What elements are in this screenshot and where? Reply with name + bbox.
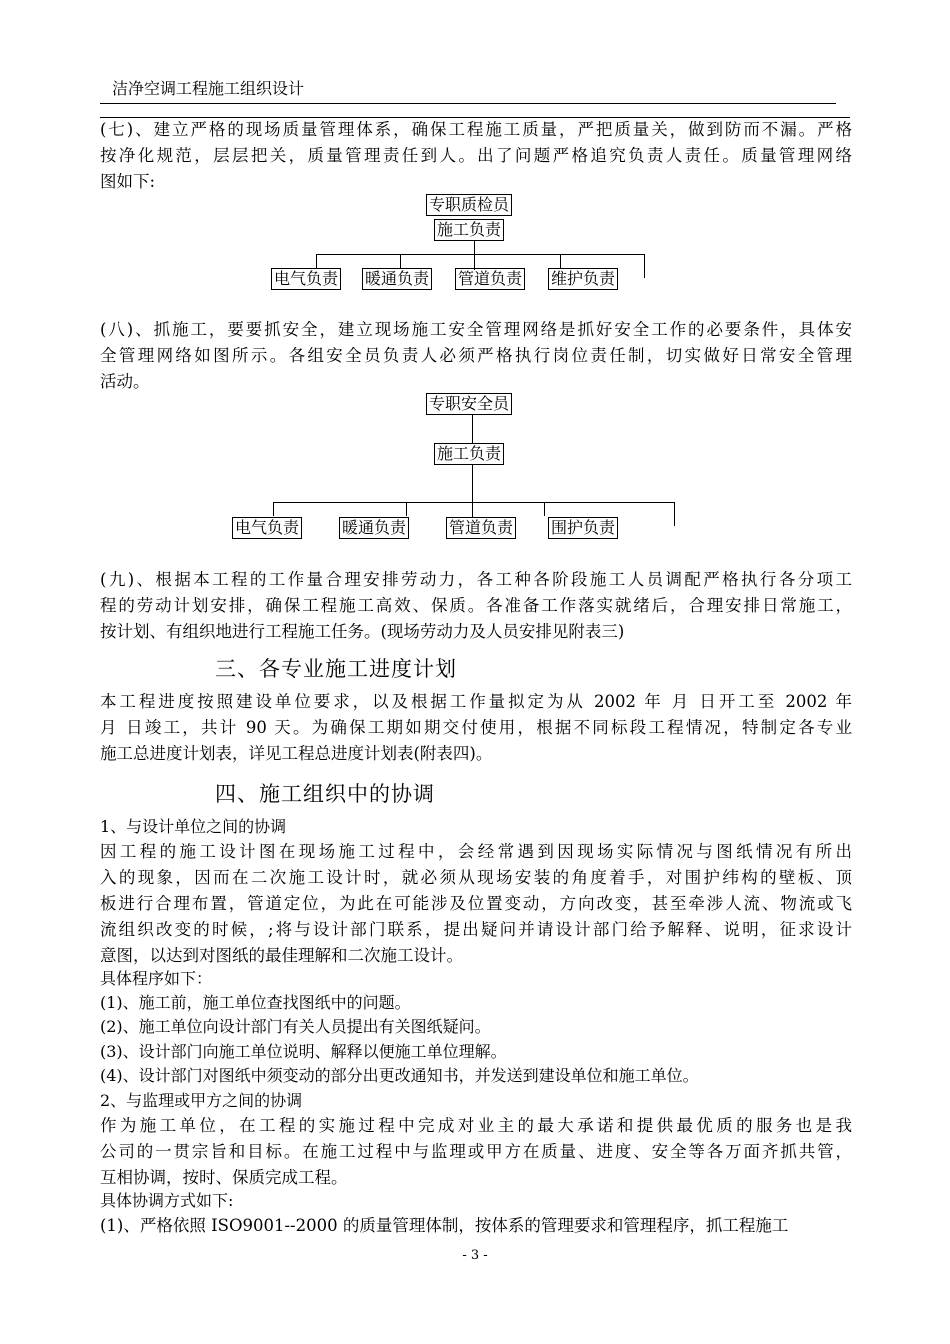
org-box-child: 暖通负责 (339, 517, 409, 539)
paragraph-line: 作为施工单位，在工程的实施过程中完成对业主的最大承诺和提供最优质的服务也是我 (100, 1116, 852, 1135)
org-box-mid: 施工负责 (434, 219, 504, 241)
subsection-title: 2、与监理或甲方之间的协调 (100, 1091, 303, 1110)
org-box-mid: 施工负责 (434, 443, 504, 465)
paragraph-line: 本工程进度按照建设单位要求，以及根据工作量拟定为从 2002 年 月 日开工至 2002 年 (100, 692, 852, 711)
coordination-title: 具体协调方式如下: (100, 1191, 234, 1210)
paragraph-line: (1)、严格依照 ISO9001--2000 的质量管理体制，按体系的管理要求和管理程序，抓工程施工 (100, 1216, 789, 1235)
section-heading: 三、各专业施工进度计划 (215, 657, 457, 681)
org-connector (474, 240, 475, 270)
paragraph-line: 施工总进度计划表，详见工程总进度计划表(附表四)。 (100, 744, 493, 763)
procedure-item: (1)、施工前，施工单位查找图纸中的问题。 (100, 993, 411, 1012)
page-number: - 3 - (462, 1248, 488, 1263)
procedure-item: (3)、设计部门向施工单位说明、解释以便施工单位理解。 (100, 1042, 507, 1061)
org-box-child: 电气负责 (232, 517, 302, 539)
paragraph-line: 板进行合理布置，管道定位，为此在可能涉及位置变动，方向改变，甚至牵涉人流、物流或飞 (100, 894, 852, 913)
paragraph-line: 公司的一贯宗旨和目标。在施工过程中与监理或甲方在质量、进度、安全等各万面齐抓共管， (100, 1142, 852, 1161)
header-rule-top (100, 103, 836, 104)
org-connector (406, 502, 407, 516)
procedure-title: 具体程序如下： (100, 969, 213, 988)
org-connector (472, 414, 473, 443)
org-connector (273, 502, 274, 516)
paragraph-line: 按净化规范，层层把关，质量管理责任到人。出了问题严格追究负责人责任。质量管理网络 (100, 146, 852, 165)
paragraph-line: (七)、建立严格的现场质量管理体系，确保工程施工质量，严把质量关，做到防而不漏。严格 (100, 120, 852, 139)
org-box-child: 维护负责 (548, 268, 618, 290)
org-connector (400, 254, 401, 268)
org-connector (273, 502, 675, 503)
org-connector (560, 254, 561, 268)
paragraph-line: 图如下: (100, 172, 156, 191)
paragraph-line: (八)、抓施工，要要抓安全，建立现场施工安全管理网络是抓好安全工作的必要条件，具体安 (100, 320, 852, 339)
org-connector (644, 254, 645, 278)
paragraph-line: 意图，以达到对图纸的最佳理解和二次施工设计。 (100, 946, 463, 965)
subsection-title: 1、与设计单位之间的协调 (100, 817, 287, 836)
paragraph-line: 按计划、有组织地进行工程施工任务。(现场劳动力及人员安排见附表三) (100, 622, 625, 641)
org-connector (544, 502, 545, 516)
paragraph-line: (九)、根据本工程的工作量合理安排劳动力，各工种各阶段施工人员调配严格执行各分项工 (100, 570, 852, 589)
org-box-child: 管道负责 (446, 517, 516, 539)
org-box-child: 围护负责 (548, 517, 618, 539)
paragraph-line: 月 日竣工，共计 90 天。为确保工期如期交付使用，根据不同标段工程情况，特制定各专业 (100, 718, 852, 737)
org-box-child: 管道负责 (455, 268, 525, 290)
paragraph-line: 活动。 (100, 372, 150, 391)
document-header-title: 洁净空调工程施工组织设计 (112, 79, 305, 98)
paragraph-line: 互相协调，按时、保质完成工程。 (100, 1168, 348, 1187)
procedure-item: (4)、设计部门对图纸中须变动的部分出更改通知书，并发送到建设单位和施工单位。 (100, 1066, 699, 1085)
org-connector (674, 502, 675, 526)
org-box-top: 专职安全员 (426, 393, 512, 415)
org-connector (316, 254, 645, 255)
org-box-child: 电气负责 (271, 268, 341, 290)
paragraph-line: 程的劳动计划安排，确保工程施工高效、保质。各准备工作落实就绪后，合理安排日常施工， (100, 596, 852, 615)
paragraph-line: 入的现象，因而在二次施工设计时，就必须从现场安装的角度着手，对围护纬构的壁板、顶 (100, 868, 852, 887)
paragraph-line: 全管理网络如图所示。各组安全员负责人必须严格执行岗位责任制，切实做好日常安全管理 (100, 346, 852, 365)
paragraph-line: 因工程的施工设计图在现场施工过程中，会经常遇到因现场实际情况与图纸情况有所出 (100, 842, 852, 861)
procedure-item: (2)、施工单位向设计部门有关人员提出有关图纸疑问。 (100, 1017, 491, 1036)
org-box-child: 暖通负责 (362, 268, 432, 290)
section-heading: 四、施工组织中的协调 (215, 782, 435, 806)
paragraph-line: 流组织改变的时候，;将与设计部门联系，提出疑问并请设计部门给予解释、说明，征求设计 (100, 920, 852, 939)
org-box-top: 专职质检员 (426, 194, 512, 216)
org-connector (472, 464, 473, 518)
org-connector (316, 254, 317, 268)
